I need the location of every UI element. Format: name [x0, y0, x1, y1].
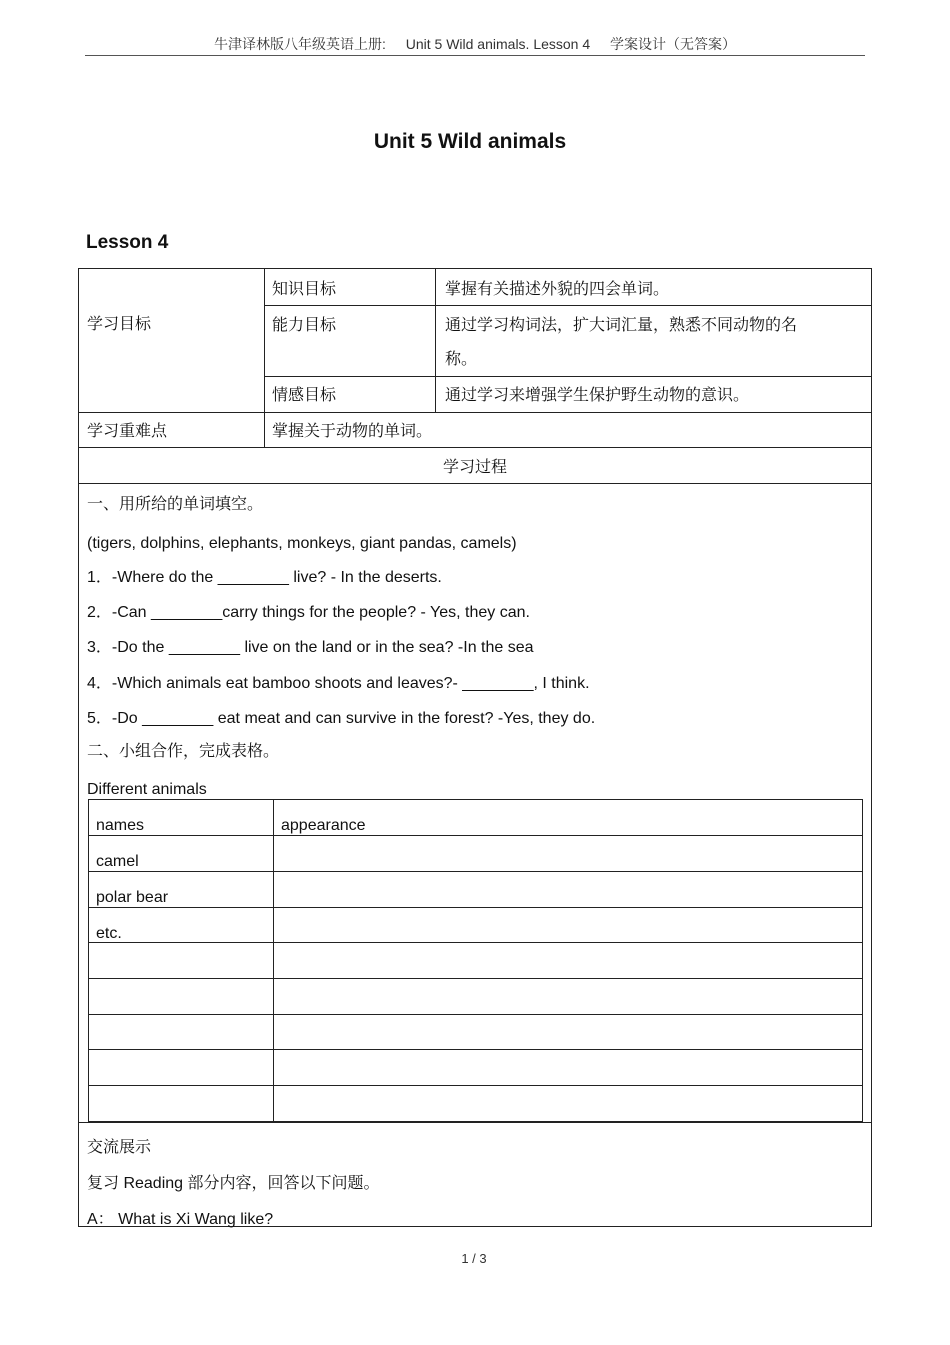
- ability-text-line1: 通过学习构词法，扩大词汇量，熟悉不同动物的名: [445, 317, 798, 334]
- row-divider: [89, 1049, 862, 1050]
- page-number: 1 / 3: [461, 1251, 487, 1266]
- row-divider: [89, 871, 862, 872]
- row-divider: [264, 376, 871, 377]
- header-book: 牛津译林版八年级英语上册:: [213, 36, 386, 52]
- exercise-item-3: 3．-Do the ________ live on the land or in the sea? -In the sea: [87, 639, 534, 656]
- emotion-label: 情感目标: [272, 387, 337, 404]
- section2-heading: 二、小组合作，完成表格。: [87, 743, 280, 760]
- header-names: names: [96, 817, 145, 834]
- exercise-item-2: 2．-Can ________carry things for the people? - Yes, they can.: [87, 604, 530, 621]
- key-points-text: 掌握关于动物的单词。: [272, 423, 433, 440]
- animal-name-cell: polar bear: [96, 889, 169, 906]
- row-divider: [89, 907, 862, 908]
- exercise-item-4: 4．-Which animals eat bamboo shoots and leaves?- ________, I think.: [87, 675, 590, 692]
- exchange-instruction: 复习 Reading 部分内容，回答以下问题。: [87, 1175, 380, 1192]
- exchange-heading: 交流展示: [87, 1139, 152, 1156]
- lesson-heading: Lesson 4: [86, 232, 169, 253]
- section1-heading: 一、用所给的单词填空。: [87, 496, 264, 513]
- lesson-plan-table: [78, 268, 872, 1227]
- exercise-item-5: 5．-Do ________ eat meat and can survive in the forest? -Yes, they do.: [87, 710, 596, 727]
- animal-name-cell: camel: [96, 853, 139, 870]
- emotion-text: 通过学习来增强学生保护野生动物的意识。: [445, 387, 750, 404]
- col-divider: [273, 800, 274, 1121]
- row-divider: [79, 1122, 871, 1123]
- knowledge-label: 知识目标: [272, 281, 337, 298]
- key-points-label: 学习重难点: [87, 423, 168, 440]
- ability-label: 能力目标: [272, 317, 337, 334]
- row-divider: [89, 835, 862, 836]
- knowledge-text: 掌握有关描述外貌的四会单词。: [445, 281, 670, 298]
- header-doc-type: 学案设计（无答案）: [610, 36, 737, 52]
- word-bank: (tigers, dolphins, elephants, monkeys, giant pandas, camels): [87, 535, 517, 552]
- animal-name-cell: etc.: [96, 925, 122, 942]
- row-divider: [79, 483, 871, 484]
- col-divider: [435, 269, 436, 412]
- row-divider: [89, 1014, 862, 1015]
- header-appearance: appearance: [281, 817, 366, 834]
- process-label: 学习过程: [442, 459, 507, 476]
- animals-table: [88, 799, 863, 1122]
- col-divider: [264, 269, 265, 447]
- objectives-label: 学习目标: [87, 316, 152, 333]
- row-divider: [89, 942, 862, 943]
- row-divider: [89, 1085, 862, 1086]
- header-rule: [85, 55, 865, 56]
- table-caption: Different animals: [87, 781, 207, 798]
- row-divider: [79, 447, 871, 448]
- page-header: [0, 34, 950, 54]
- row-divider: [264, 305, 871, 306]
- row-divider: [89, 978, 862, 979]
- header-unit: Unit 5 Wild animals. Lesson 4: [405, 36, 591, 52]
- row-divider: [79, 412, 871, 413]
- page-title: Unit 5 Wild animals: [373, 130, 567, 153]
- ability-text-line2: 称。: [445, 351, 478, 368]
- exercise-item-1: 1．-Where do the ________ live? - In the deserts.: [87, 569, 442, 586]
- question-a: A： What is Xi Wang like?: [87, 1211, 274, 1228]
